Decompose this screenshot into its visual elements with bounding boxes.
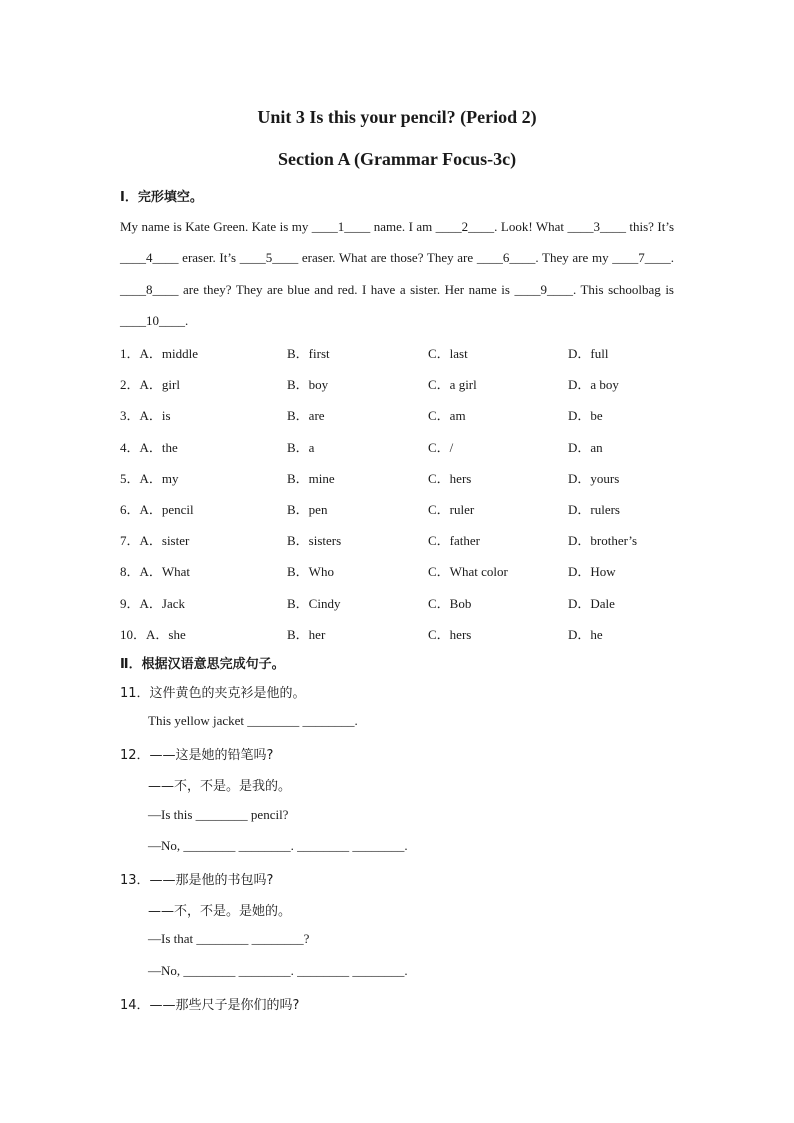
option-5-c: C．hers bbox=[428, 470, 472, 486]
option-6-c: C．ruler bbox=[428, 502, 475, 517]
option-row-2 bbox=[120, 374, 680, 394]
option-1-c: C．last bbox=[428, 346, 468, 361]
section1-heading: Ⅰ．完形填空。 bbox=[120, 190, 203, 205]
question-12-cn-answer: ——不，不是。是我的。 bbox=[148, 779, 292, 794]
option-row-10 bbox=[120, 624, 680, 644]
option-1-d: D．full bbox=[568, 346, 609, 361]
option-row-3 bbox=[120, 405, 680, 425]
option-4-c: C．/ bbox=[428, 439, 454, 455]
option-2-c: C．a girl bbox=[428, 377, 477, 393]
option-2-d: D．a boy bbox=[568, 377, 619, 393]
option-9-c: C．Bob bbox=[428, 595, 472, 611]
question-11-en: This yellow jacket ________ ________. bbox=[148, 713, 358, 728]
option-2-a: 2．A．girl bbox=[120, 377, 180, 393]
option-6-d: D．rulers bbox=[568, 502, 620, 517]
option-5-a: 5．A．my bbox=[120, 470, 179, 486]
question-13-cn: 13．——那是他的书包吗? bbox=[120, 873, 274, 888]
question-12-cn: 12．——这是她的铅笔吗? bbox=[120, 748, 274, 763]
option-row-1 bbox=[120, 343, 680, 363]
question-13-en-question: —Is that ________ ________? bbox=[148, 931, 310, 946]
page-title: Unit 3 Is this your pencil? (Period 2) bbox=[257, 107, 537, 127]
option-1-a: 1．A．middle bbox=[120, 346, 198, 361]
option-3-a: 3．A．is bbox=[120, 408, 171, 424]
cloze-passage-text: My name is Kate Green. Kate is my ____1____ name. I am ____2____. Look! What ____3____ this? It’s ____4____ eraser. It’s ____5____ eraser. What are those? They are ____6____. They are my ____7____. ____8____ are they? They are blue and red. I have a sister. Her name is ____9____. This schoolbag is ____10____. bbox=[120, 219, 678, 328]
option-10-a: 10．A．she bbox=[120, 626, 186, 642]
option-7-c: C．father bbox=[428, 533, 480, 549]
option-10-c: C．hers bbox=[428, 626, 472, 642]
option-row-6 bbox=[120, 499, 680, 519]
option-row-5 bbox=[120, 468, 680, 488]
option-10-d: D．he bbox=[568, 626, 603, 642]
option-8-b: B．Who bbox=[287, 564, 334, 580]
option-5-b: B．mine bbox=[287, 470, 335, 486]
option-8-c: C．What color bbox=[428, 564, 508, 580]
option-9-a: 9．A．Jack bbox=[120, 595, 185, 611]
option-7-b: B．sisters bbox=[287, 533, 342, 549]
option-row-8 bbox=[120, 561, 680, 581]
option-row-9 bbox=[120, 593, 680, 613]
option-3-d: D．be bbox=[568, 408, 603, 424]
question-14-cn: 14．——那些尺子是你们的吗? bbox=[120, 998, 300, 1013]
option-3-b: B．are bbox=[287, 408, 325, 424]
option-9-d: D．Dale bbox=[568, 595, 615, 611]
option-4-a: 4．A．the bbox=[120, 439, 178, 455]
question-13-en-answer: —No, ________ ________. ________ ________. bbox=[148, 963, 408, 978]
option-3-c: C．am bbox=[428, 408, 466, 424]
question-12-en-answer: —No, ________ ________. ________ ________. bbox=[148, 838, 408, 853]
option-8-d: D．How bbox=[568, 564, 616, 580]
option-6-b: B．pen bbox=[287, 502, 328, 517]
option-10-b: B．her bbox=[287, 626, 326, 642]
option-2-b: B．boy bbox=[287, 377, 329, 393]
option-row-7 bbox=[120, 530, 680, 550]
question-11-cn: 11．这件黄色的夹克衫是他的。 bbox=[120, 686, 306, 701]
option-1-b: B．first bbox=[287, 346, 330, 361]
option-7-d: D．brother’s bbox=[568, 533, 638, 549]
option-8-a: 8．A．What bbox=[120, 564, 191, 580]
option-row-4 bbox=[120, 437, 680, 457]
page-subtitle: Section A (Grammar Focus-3c) bbox=[277, 149, 517, 169]
option-5-d: D．yours bbox=[568, 470, 620, 486]
section2-heading: Ⅱ．根据汉语意思完成句子。 bbox=[120, 657, 285, 672]
option-4-b: B．a bbox=[287, 439, 315, 455]
cloze-passage bbox=[120, 211, 678, 336]
option-6-a: 6．A．pencil bbox=[120, 502, 194, 517]
question-13-cn-answer: ——不，不是。是她的。 bbox=[148, 904, 292, 919]
question-12-en-question: —Is this ________ pencil? bbox=[148, 807, 289, 822]
option-7-a: 7．A．sister bbox=[120, 533, 190, 549]
option-4-d: D．an bbox=[568, 439, 603, 455]
option-9-b: B．Cindy bbox=[287, 595, 341, 611]
